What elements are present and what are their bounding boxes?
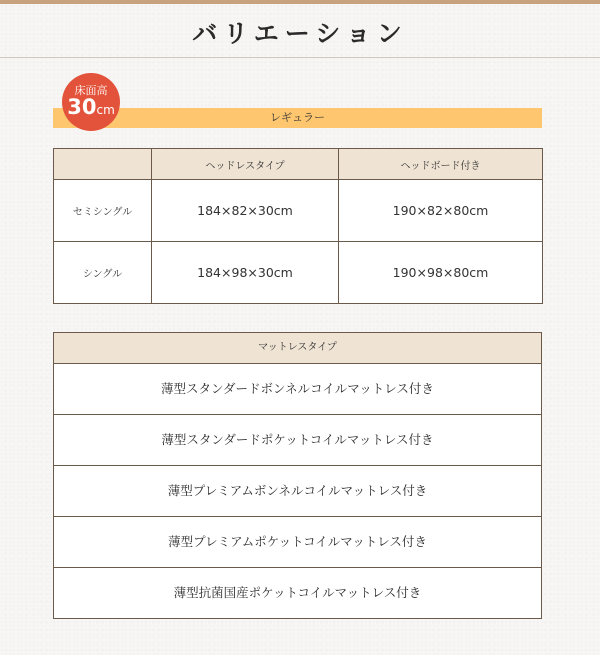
badge-number: 30 xyxy=(67,95,97,119)
row-name-single: シングル xyxy=(54,242,152,304)
list-item: 薄型スタンダードポケットコイルマットレス付き xyxy=(54,415,541,466)
list-item: 薄型抗菌国産ポケットコイルマットレス付き xyxy=(173,585,422,600)
list-item: 薄型スタンダードボンネルコイルマットレス付き xyxy=(54,364,541,415)
title-divider xyxy=(0,57,600,58)
top-decor-bar xyxy=(0,0,600,4)
page-title: バリエーション xyxy=(192,19,408,48)
badge-unit: cm xyxy=(96,103,115,117)
table-row xyxy=(54,242,543,304)
list-item: 薄型プレミアムボンネルコイルマットレス付き xyxy=(54,466,541,517)
regular-band: レギュラー xyxy=(53,108,542,128)
header-with-headboard: ヘッドボード付き xyxy=(339,149,543,180)
list-item: 薄型プレミアムポケットコイルマットレス付き xyxy=(54,517,541,568)
size-semi-single-headless: 184×82×30cm xyxy=(152,180,339,242)
size-semi-single-headboard: 190×82×80cm xyxy=(339,180,543,242)
size-single-headboard: 190×98×80cm xyxy=(339,242,543,304)
badge-label: 床面高 xyxy=(74,84,108,97)
table-row xyxy=(54,180,543,242)
size-table xyxy=(53,148,543,304)
size-single-headless: 184×98×30cm xyxy=(152,242,339,304)
size-table-corner xyxy=(54,149,152,180)
mattress-type-list xyxy=(53,332,542,619)
mattress-type-header: マットレスタイプ xyxy=(54,333,541,364)
badge-value xyxy=(62,95,120,119)
size-table-header-row xyxy=(54,149,543,180)
floor-height-badge xyxy=(62,73,120,131)
header-headless-type: ヘッドレスタイプ xyxy=(152,149,339,180)
row-name-semi-single: セミシングル xyxy=(54,180,152,242)
